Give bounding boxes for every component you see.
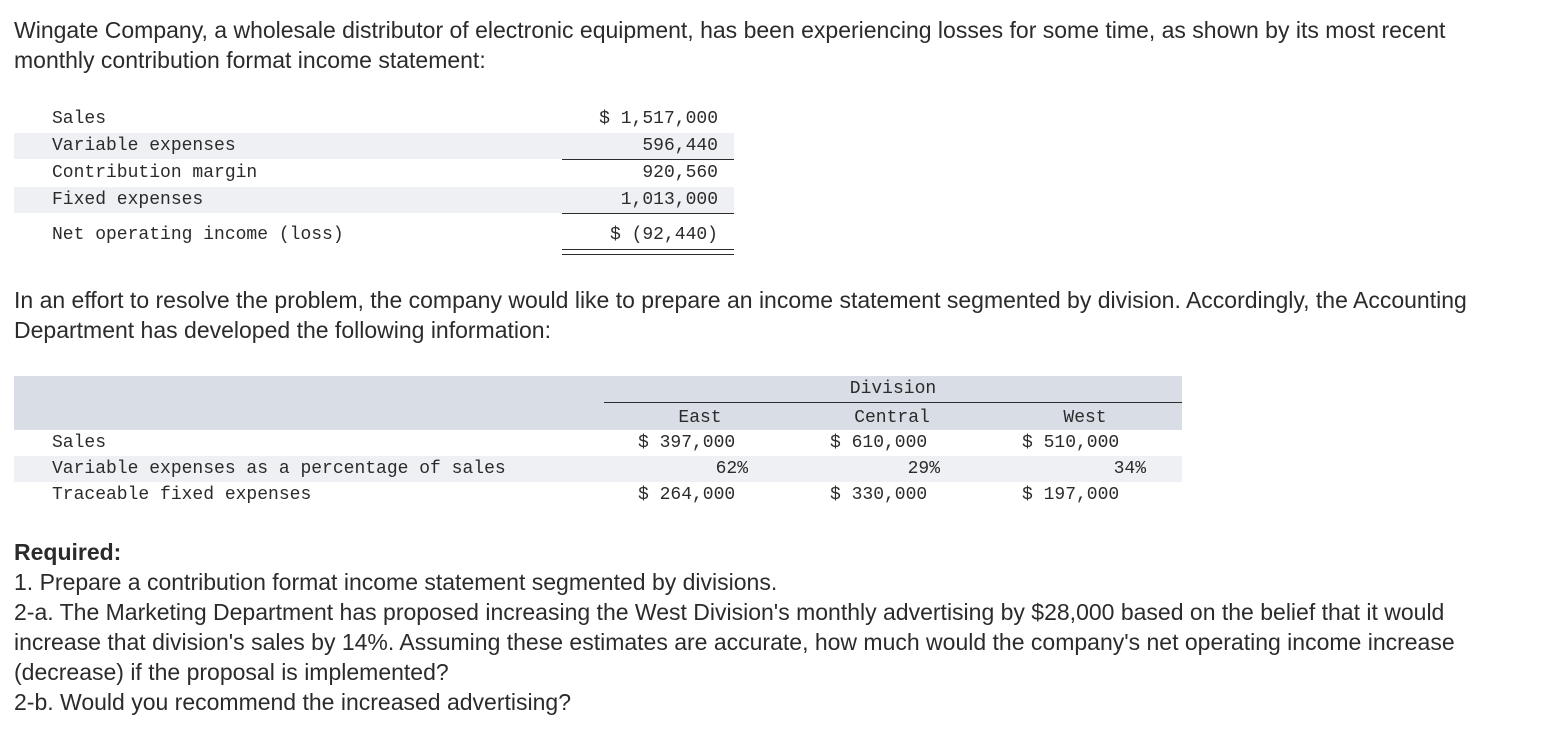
row-label: Variable expenses [52, 136, 236, 156]
row-label: Sales [52, 433, 107, 453]
cell-west: 34% [1113, 459, 1146, 479]
required-item-2a: 2-a. The Marketing Department has proposed increasing the West Division's monthly advertising by $28,000 based on the belief that it would increase that division's sales by 14%. Assuming these estimates are accurate, how much would the company's net operating income increase (decrease) if the proposal is implemented? [14, 599, 1455, 685]
cell-east: 62% [715, 459, 748, 479]
column-header-west: West [1063, 408, 1107, 428]
required-item-1: 1. Prepare a contribution format income statement segmented by divisions. [14, 569, 778, 595]
row-label: Traceable fixed expenses [52, 485, 312, 505]
cell-east: $ 397,000 [638, 433, 736, 453]
cell-central: $ 610,000 [830, 433, 928, 453]
division-group-header: Division [849, 379, 937, 399]
row-amount: 1,013,000 [620, 190, 718, 210]
row-label: Contribution margin [52, 163, 258, 183]
statement-row-sales [14, 106, 734, 132]
statement-row-fixed-expenses [14, 187, 734, 213]
subtotal-rule [562, 213, 734, 214]
statement-row-variable-expenses [14, 133, 734, 159]
row-amount: $ (92,440) [609, 225, 718, 245]
double-rule-top [562, 249, 734, 250]
row-amount: 596,440 [642, 136, 718, 156]
statement-row-contribution-margin [14, 160, 734, 186]
column-header-east: East [678, 408, 722, 428]
table-row-variable-expense-percent [14, 456, 1182, 482]
cell-central: 29% [907, 459, 940, 479]
cell-central: $ 330,000 [830, 485, 928, 505]
row-amount: $ 1,517,000 [599, 109, 718, 129]
required-section [14, 537, 1524, 717]
division-header-rule [604, 402, 1182, 403]
column-header-central: Central [854, 408, 930, 428]
cell-west: $ 197,000 [1022, 485, 1120, 505]
row-label: Sales [52, 109, 107, 129]
cell-east: $ 264,000 [638, 485, 736, 505]
statement-row-net-operating-income [14, 222, 734, 248]
table-row-sales [14, 430, 1182, 456]
required-title: Required: [14, 539, 122, 565]
intro-paragraph: Wingate Company, a wholesale distributor of electronic equipment, has been experiencing losses for some time, as shown by its most recent monthly contribution format income statement: [14, 17, 1446, 73]
row-amount: 920,560 [642, 163, 718, 183]
required-item-2b: 2-b. Would you recommend the increased advertising? [14, 689, 571, 715]
row-label: Fixed expenses [52, 190, 204, 210]
double-rule-bottom [562, 254, 734, 255]
table-row-traceable-fixed-expenses [14, 482, 1182, 508]
row-label: Variable expenses as a percentage of sales [52, 459, 506, 479]
row-label: Net operating income (loss) [52, 225, 344, 245]
cell-west: $ 510,000 [1022, 433, 1120, 453]
middle-paragraph: In an effort to resolve the problem, the company would like to prepare an income statement segmented by division. Accordingly, the Accounting Department has developed the following information: [14, 287, 1467, 343]
